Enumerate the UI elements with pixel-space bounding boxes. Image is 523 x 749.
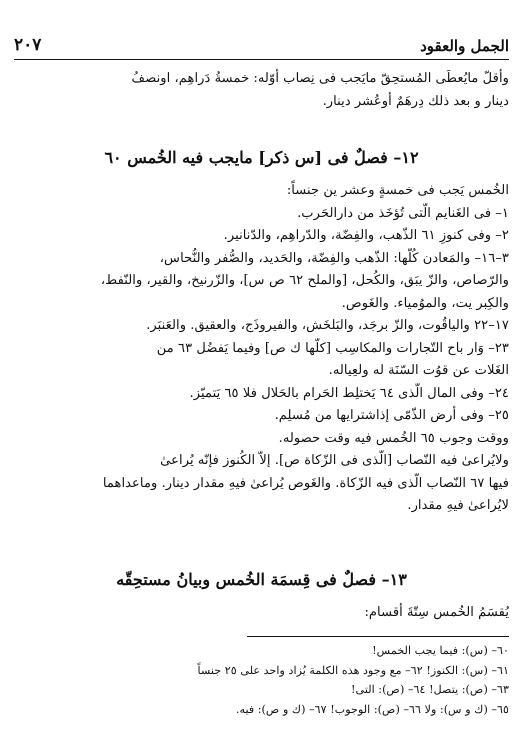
section-12-heading: ١٢– فصلٌ فى [س ذكر] مايجب فيه الخُمس ٦٠ [104, 148, 419, 167]
text-line: ١– فى الغَنايم الّتى تُؤخَذ من دارالحَرب. [297, 205, 509, 221]
text-line: فيها ٦٧ النّصاب الّذى فيه الزّكاة. والغَوص يُراعىٰ فيهِ مقدار دينار. وماعداهما [102, 475, 509, 491]
text-line: لايُراعىٰ فيهِ مقدار. [407, 498, 509, 513]
running-title: الجمل والعقود [420, 37, 509, 55]
footnote-line: ٦٠– (س): فيما يجب الخمس! [372, 644, 509, 657]
text-line: ٢٥– وفى أرض الذّمّى إذاشترايها من مُسلِم. [274, 408, 509, 423]
text-line: الخُمس يَجب فى خمسةٍ وعشر ين جنساً: [286, 183, 509, 198]
text-line: وأقلّ مايُعطَى المُستحِقّ مايَجب فى نِصاب أوّله: خمسةُ دَراهِم، اونصفُ [131, 71, 509, 86]
section-13-body [14, 602, 509, 625]
running-header [14, 30, 509, 60]
text-line: ٢٣– وَار باح التّجارات والمكاسِب [كلّها ك ص] وفيما يَفضُل ٦٣ من [156, 340, 509, 356]
footnote-line: ٦١– (س): الكنوز! ٦٢– مع وجود هذه الكلمة يُزاد واحد على ٢٥ جنساً [197, 663, 509, 677]
text-line: يُقسَمُ الخُمس سِتّةَ أقسام: [364, 605, 509, 620]
text-line: والرّصاص، والزّ يبَق، والكُحل، [والملح ٦٢ ص س]، والزّرنيخ، والقير، والنّفط، [100, 273, 509, 288]
text-line: والكِبر يت، والموُمياء. والغَوص. [341, 295, 509, 311]
text-line: ١٧–٢٢ والياقُوت، والزّ برجَد، والبَلخَش، والفيروذَج، والعقيق. والعَنبَر. [146, 318, 509, 333]
footnotes [14, 641, 509, 719]
text-line: ٢٤– وفى المال الّذى ٦٤ يَختلِط الحَرام بالحَلال فلا ٦٥ يَتميّز. [189, 385, 509, 401]
text-line: ٣–١٦– والمَعادن كُلّها: الذّهب والفِضّة، والحَديد، والصُّفر والنُّحاس، [159, 250, 509, 266]
footnote-separator [247, 636, 509, 637]
text-line: ووقت وجوب ٦٥ الخُمس فيه وقت حصوله. [278, 430, 509, 446]
section-12-body [14, 180, 509, 518]
footnote-line: ٦٥– (ك و س): ولا ٦٦– (ص): الوجوب! ٦٧– (ك و ص): فيه. [235, 702, 509, 716]
text-line: دينار و بعد ذلك دِرهَمٌ أوعُشر دينار. [322, 93, 509, 109]
text-line: ٢– وفى كنوزِ ٦١ الذّهب، والفِضّة، والدّراهِم، والدّنانير. [223, 228, 509, 243]
intro-paragraph [14, 68, 509, 113]
footnote-line: ٦٣– (ص): يتصل! ٦٤– (ص): التى! [351, 683, 509, 696]
text-line: ولايُراعىٰ فيه النّصاب [الّذى فى الزّكاة ص]. إلاّ الكُنوز فإنّه يُراعىٰ [160, 453, 509, 468]
page-number: ٢٠٧ [14, 35, 42, 55]
section-13-heading: ١٣– فصلٌ فى قِسمَة الخُمس وبيانُ مستحِقّه [116, 570, 407, 589]
text-line: الغَلات عن قوُت السّنَة له ولعِياله. [328, 363, 509, 378]
